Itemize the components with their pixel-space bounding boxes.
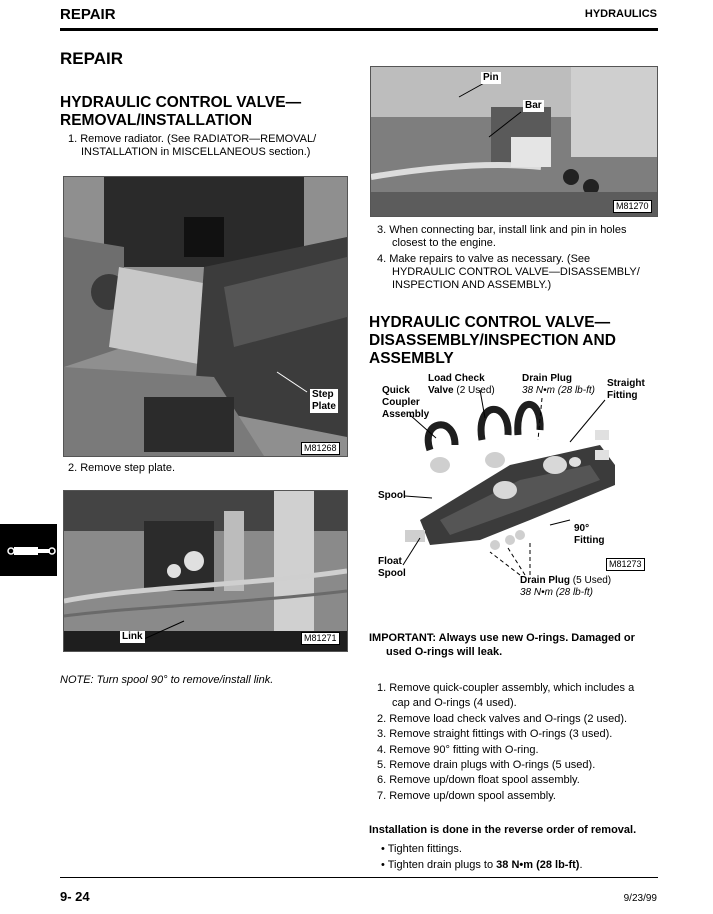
right-step-4: 4. Make repairs to valve as necessary. (See HYDRAULIC CONTROL VALVE—DISASSEMBLY/ INSPECTION AND ASSEMBLY.) [377, 253, 640, 291]
figure-id-label: M81268 [301, 442, 340, 455]
bullet-tighten-drain-plugs: • Tighten drain plugs to 38 N•m (28 lb-ft). [381, 859, 583, 871]
label-drain-plug-bottom: Drain Plug (5 Used) 38 N•m (28 lb-ft) [520, 575, 612, 598]
left-step-2: 2. Remove step plate. [68, 462, 176, 474]
callout-step-plate: Step Plate [312, 389, 336, 412]
list-item: 6. Remove up/down float spool assembly. [377, 774, 580, 787]
footer-rule [60, 877, 658, 878]
figure-id-label: M81273 [606, 558, 645, 571]
label-quick-coupler: Quick Coupler Assembly [382, 385, 430, 420]
label-drain-plug-top: Drain Plug 38 N•m (28 lb-ft) [522, 373, 595, 396]
note-turn-spool: NOTE: Turn spool 90° to remove/install link. [60, 674, 274, 686]
figure-id-label: M81271 [301, 632, 340, 645]
figure-pin-bar-photo [370, 66, 658, 217]
label-90-fitting: 90° Fitting [574, 523, 605, 546]
section-side-tab [0, 524, 57, 576]
link-photo-image [64, 491, 347, 651]
list-item: cap and O-rings (4 used). [392, 697, 517, 710]
list-item: 5. Remove drain plugs with O-rings (5 used). [377, 759, 596, 772]
callout-pin: Pin [483, 72, 499, 83]
label-load-check-valve: Load Check Valve (2 Used) [428, 373, 495, 396]
figure-valve-assembly [370, 370, 656, 602]
label-straight-fitting: Straight Fitting [607, 378, 645, 401]
bullet-tighten-fittings: • Tighten fittings. [381, 843, 462, 855]
list-item: 2. Remove load check valves and O-rings (2 used). [377, 712, 628, 725]
left-section-title: HYDRAULIC CONTROL VALVE— REMOVAL/INSTALLATION [60, 94, 302, 129]
list-item: 4. Remove 90° fitting with O-ring. [377, 743, 539, 756]
pin-bar-photo-image [371, 67, 657, 216]
right-step-3: 3. When connecting bar, install link and pin in holes closest to the engine. [377, 224, 627, 249]
header-rule [60, 28, 658, 31]
list-item: 1. Remove quick-coupler assembly, which includes a [377, 682, 635, 694]
page-title: REPAIR [60, 49, 123, 68]
figure-step-plate-photo [63, 176, 348, 457]
figure-id-label: M81270 [613, 200, 652, 213]
right-section-title: HYDRAULIC CONTROL VALVE— DISASSEMBLY/INSPECTION AND ASSEMBLY [369, 314, 616, 367]
label-spool: Spool [378, 490, 406, 501]
important-notice: IMPORTANT: Always use new O-rings. Damaged or used O-rings will leak. [369, 632, 635, 658]
disassembly-steps [377, 681, 634, 804]
callout-link: Link [122, 631, 143, 642]
list-item: 3. Remove straight fittings with O-rings (3 used). [377, 728, 613, 741]
list-item: 7. Remove up/down spool assembly. [377, 789, 556, 802]
header-chapter-label: HYDRAULICS [584, 8, 657, 20]
step-plate-photo-image [64, 177, 347, 456]
page-number: 9- 24 [60, 889, 90, 904]
callout-bar: Bar [525, 100, 542, 111]
label-float-spool: Float Spool [378, 556, 406, 579]
left-step-1: 1. Remove radiator. (See RADIATOR—REMOVAL/ INSTALLATION in MISCELLANEOUS section.) [68, 133, 317, 158]
header-section-label: REPAIR [60, 6, 116, 23]
figure-link-photo [63, 490, 348, 652]
installation-heading: Installation is done in the reverse order of removal. [369, 824, 637, 836]
footer-date: 9/23/99 [623, 893, 657, 904]
hydraulic-cylinder-icon [0, 524, 57, 576]
